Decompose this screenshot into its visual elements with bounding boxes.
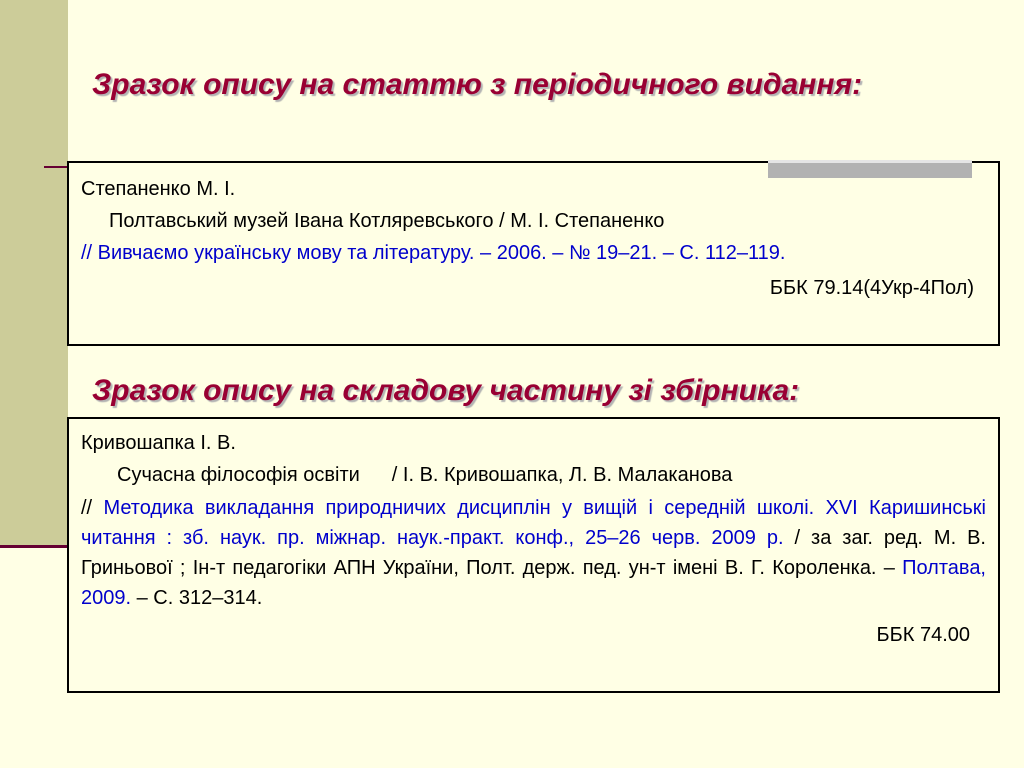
heading-periodical: Зразок опису на статтю з періодичного видання: xyxy=(92,68,863,101)
citation-author: Кривошапка І. В. xyxy=(81,432,236,454)
citation-source-editors: / за заг. ред. М. В. Гриньової ; Ін-т педагогіки АПН України, Полт. держ. пед. ун-т імені В. Г. Короленка. – xyxy=(81,527,986,579)
citation-title: Полтавський музей Івана Котляревського / М. І. Степаненко xyxy=(109,210,665,232)
citation-source-pages: – С. 312–314. xyxy=(131,587,263,609)
citation-source xyxy=(81,493,986,613)
side-decor-band xyxy=(0,0,68,545)
side-decor-rule xyxy=(0,545,68,548)
heading-collection: Зразок опису на складову частину зі збірника: xyxy=(92,374,800,407)
citation-bbk-code: ББК 74.00 xyxy=(876,624,970,646)
citation-title-main: Сучасна філософія освіти xyxy=(117,464,360,486)
citation-title xyxy=(81,459,986,491)
citation-box-periodical xyxy=(67,161,1000,346)
citation-source-collection: Методика викладання природничих дисциплін у вищій і середній школі. XVI Каришинські читання : зб. наук. пр. міжнар. наук.-практ. конф., 25–26 черв. 2009 р. xyxy=(81,497,987,549)
citation-box-collection xyxy=(67,417,1000,693)
decor-gray-bar xyxy=(768,160,972,178)
citation-title-authors: / І. В. Кривошапка, Л. В. Малаканова xyxy=(391,464,733,486)
citation-source-place-year: Полтава, 2009. xyxy=(81,557,986,609)
citation-source-prefix: // xyxy=(81,497,93,519)
citation-bbk-code: ББК 79.14(4Укр-4Пол) xyxy=(769,277,974,299)
citation-author: Степаненко М. І. xyxy=(81,178,236,200)
citation-source: // Вивчаємо українську мову та літературу. – 2006. – № 19–21. – С. 112–119. xyxy=(81,242,786,264)
